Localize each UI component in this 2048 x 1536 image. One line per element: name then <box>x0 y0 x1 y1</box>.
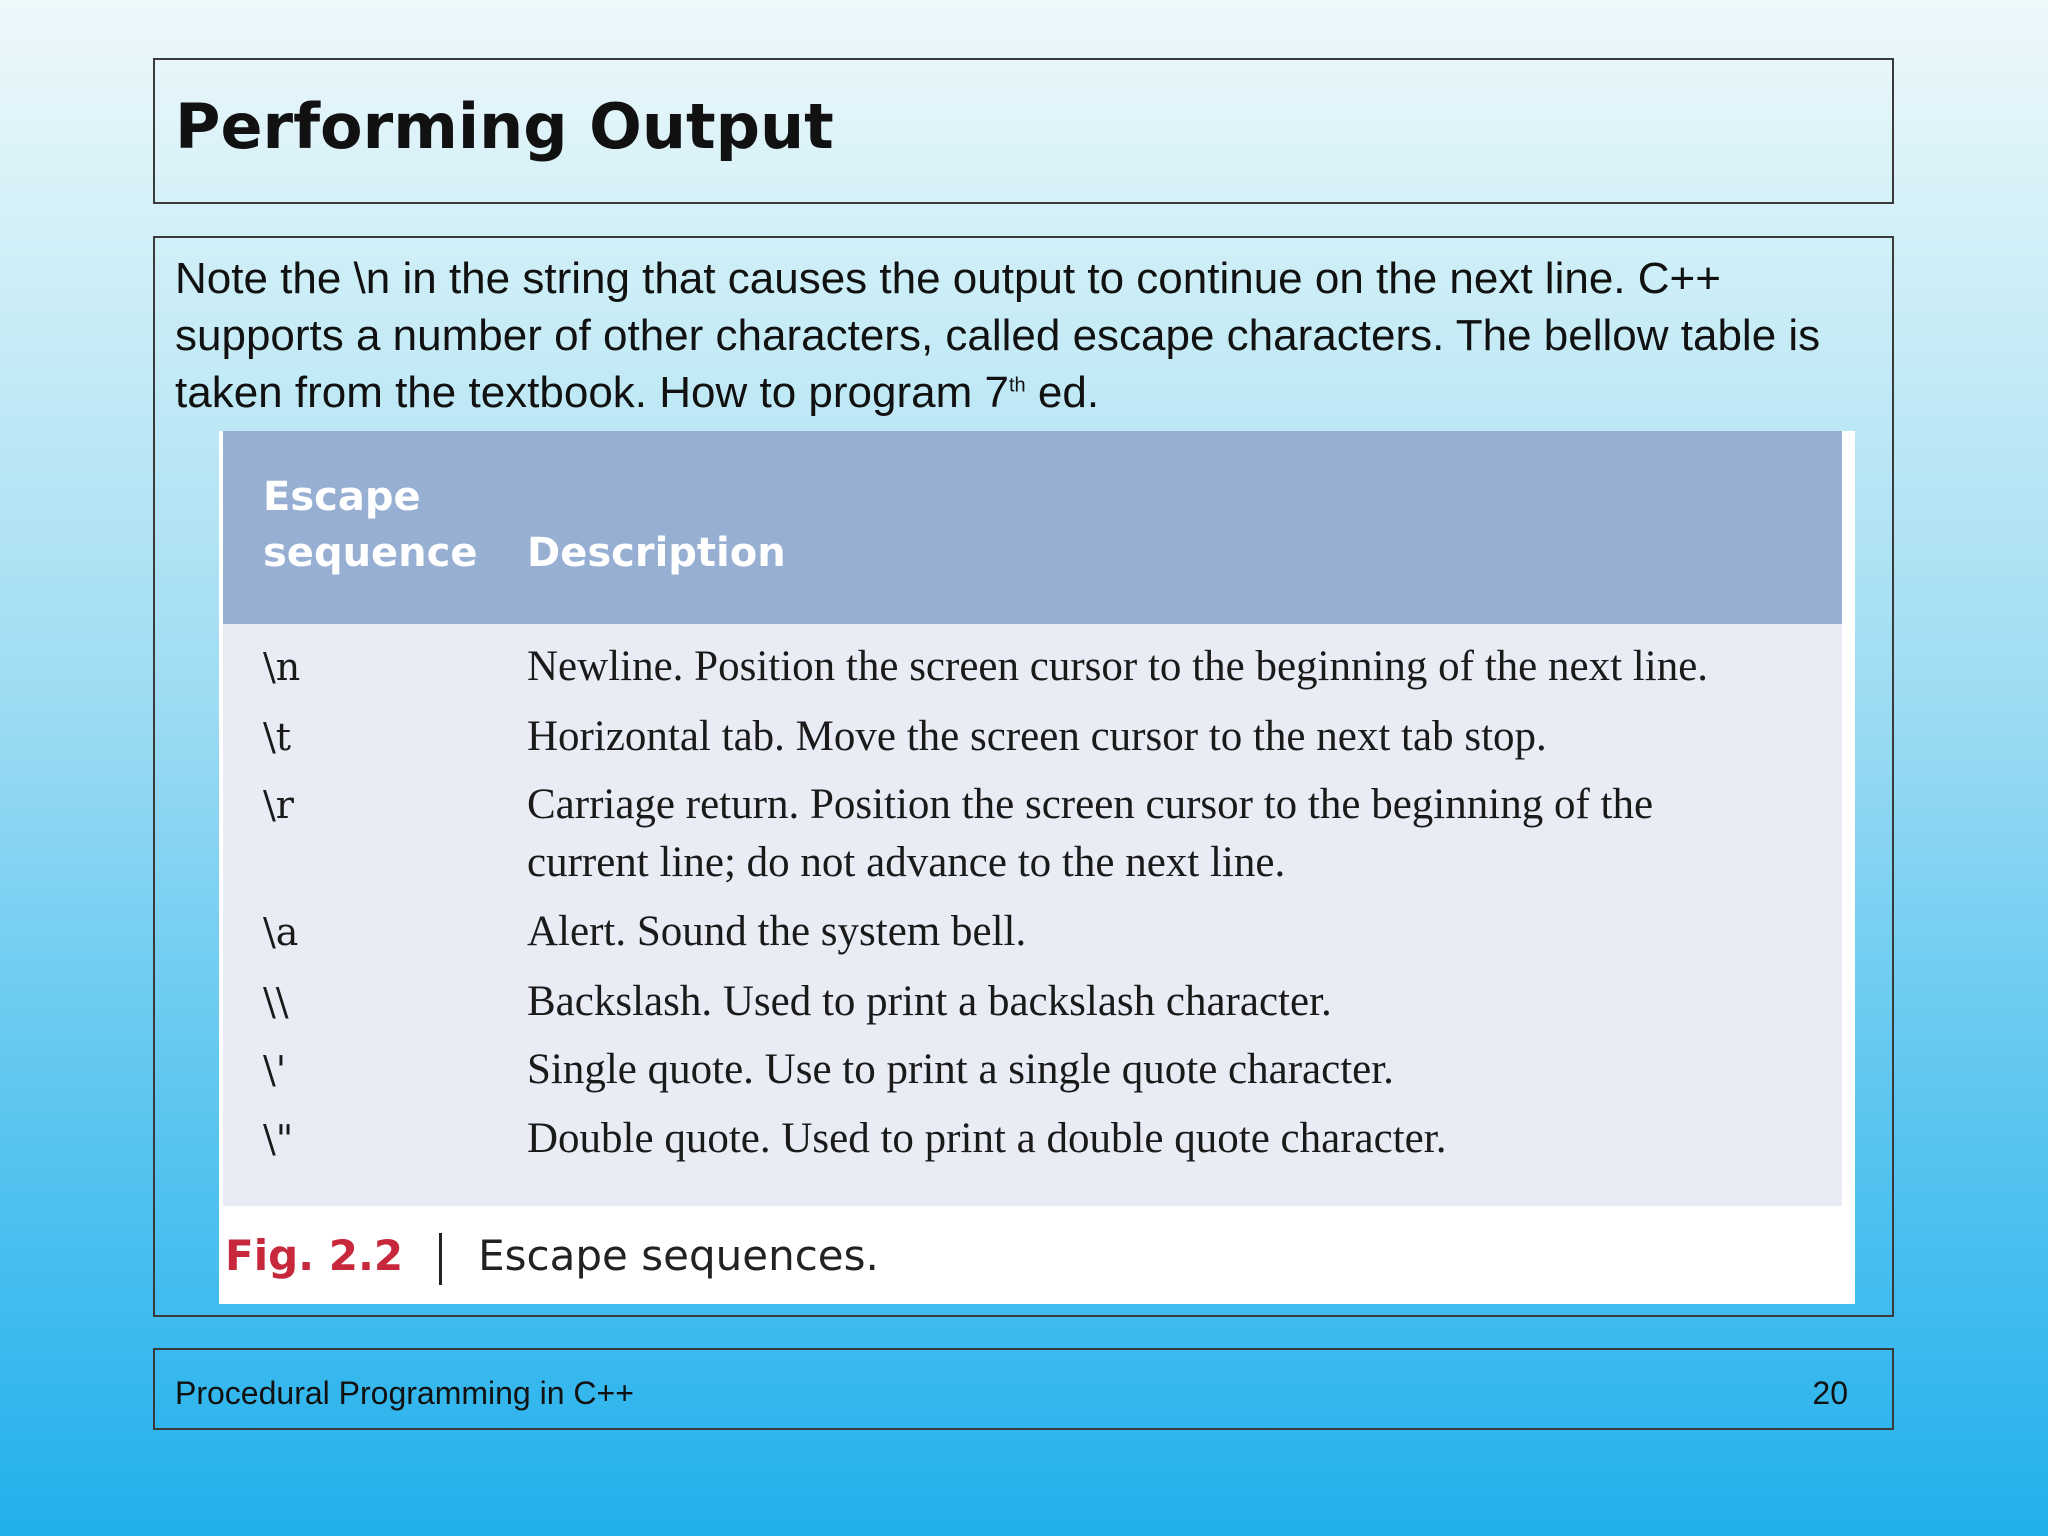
intro-paragraph <box>175 250 1875 421</box>
header-escape-sequence: Escape sequence <box>263 474 478 576</box>
escape-description: Alert. Sound the system bell. <box>527 908 1027 955</box>
caption-separator <box>439 1233 442 1285</box>
escape-sequence-table <box>223 431 1842 1206</box>
escape-code: \' <box>263 1048 287 1092</box>
escape-description: Carriage return. Position the screen cursor to the beginning of the current line; do not advance to the next line. <box>527 781 1654 886</box>
title-box <box>153 58 1894 204</box>
escape-code: \a <box>263 910 299 954</box>
figure-label: Fig. 2.2 <box>225 1231 404 1280</box>
escape-description: Double quote. Used to print a double quote character. <box>527 1115 1447 1162</box>
intro-superscript: th <box>1008 374 1026 397</box>
escape-code: \r <box>263 783 294 827</box>
escape-code: \" <box>263 1117 294 1161</box>
escape-sequence-figure <box>219 431 1855 1304</box>
escape-description: Single quote. Use to print a single quote character. <box>527 1046 1394 1093</box>
footer-page-number: 20 <box>1812 1375 1848 1411</box>
header-description: Description <box>527 530 786 576</box>
escape-description: Horizontal tab. Move the screen cursor to the next tab stop. <box>527 713 1547 760</box>
escape-description: Backslash. Used to print a backslash character. <box>527 978 1332 1025</box>
intro-text-end: ed. <box>1025 368 1100 417</box>
escape-code: \n <box>263 645 301 689</box>
content-box <box>153 236 1894 1317</box>
escape-description: Newline. Position the screen cursor to the beginning of the next line. <box>527 643 1709 690</box>
slide-title: Performing Output <box>175 90 834 163</box>
figure-caption-text: Escape sequences. <box>478 1231 879 1280</box>
escape-code: \t <box>263 715 292 759</box>
intro-text: Note the \n in the string that causes the output to continue on the next line. C++ supports a number of other characters, called escape characters. The bellow table is taken from the textbook. How to program 7 <box>175 254 1821 417</box>
table-header <box>223 431 1842 624</box>
footer-course-title: Procedural Programming in C++ <box>175 1375 634 1411</box>
escape-code: \\ <box>263 980 289 1024</box>
figure-caption <box>225 1221 879 1291</box>
footer-box <box>153 1348 1894 1430</box>
